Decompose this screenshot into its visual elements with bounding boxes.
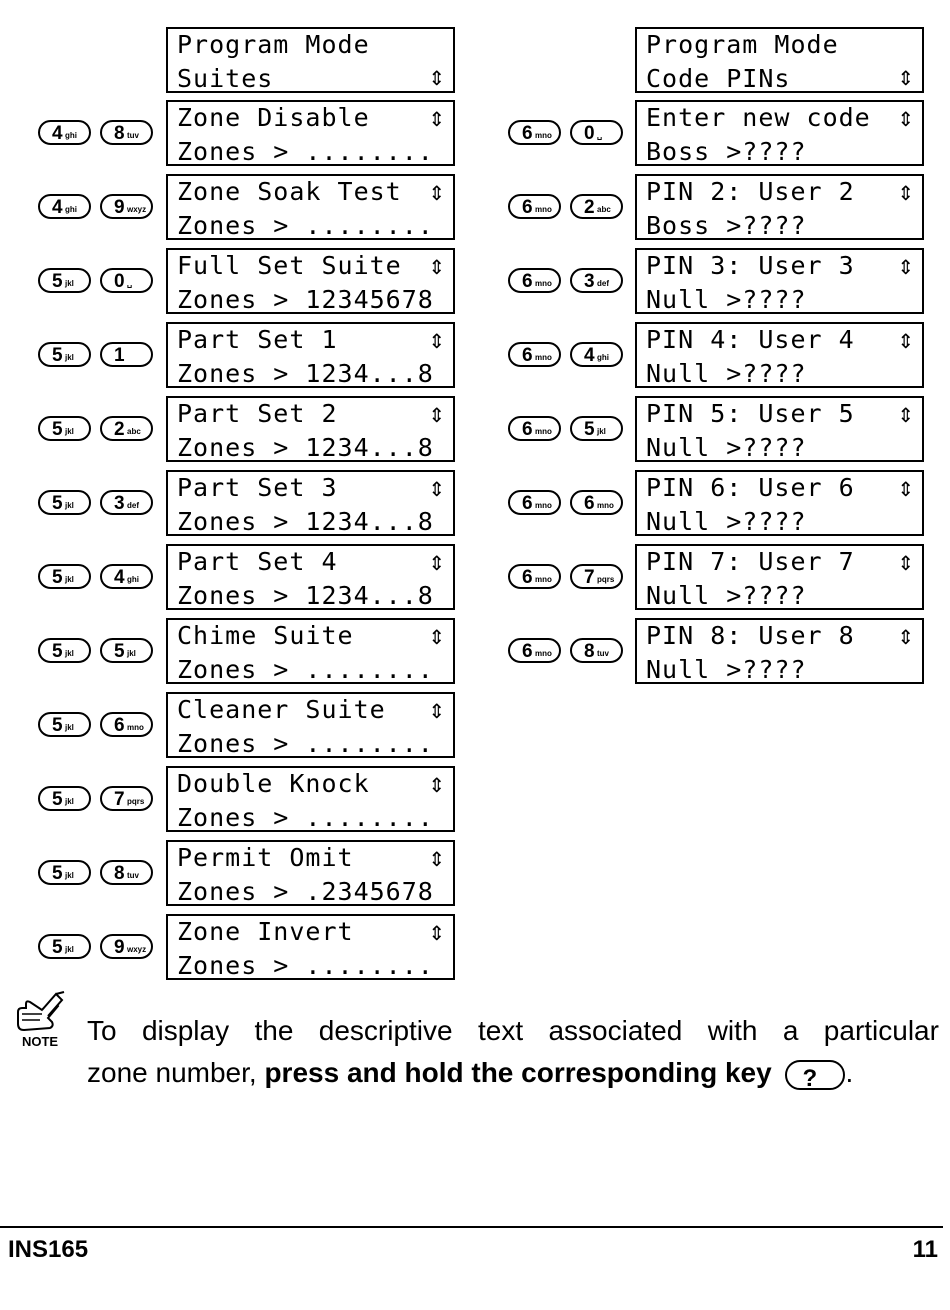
key-letters: jkl [65,945,74,954]
suites-display-7 [166,544,455,610]
keypad-key-7-icon [100,786,153,811]
key-digit: 5 [584,419,595,440]
key-letters: mno [535,279,552,288]
keypad-key-4-icon [570,342,623,367]
key-digit: 1 [114,345,125,366]
lcd-line-2: Null >???? [646,359,807,388]
lcd-line-2: Zones > ........ [177,729,434,758]
note-icon [12,990,68,1050]
key-letters: def [127,501,139,510]
key-digit: 6 [522,197,533,218]
note-label: NOTE [21,1034,59,1049]
key-letters: pqrs [597,575,615,584]
key-letters: jkl [65,353,74,362]
help-key-symbol: ? [802,1064,818,1092]
key-letters: jkl [65,427,74,436]
scroll-arrows-icon: ⇕ [428,255,445,279]
keypad-key-5-icon [100,638,153,663]
suites-display-8 [166,618,455,684]
lcd-line-2: Zones > 1234...8 [177,507,434,536]
key-digit: 8 [584,641,595,662]
code-pins-display-4 [635,322,924,388]
key-digit: 4 [52,197,63,218]
key-letters: jkl [65,279,74,288]
suites-display-3 [166,248,455,314]
scroll-arrows-icon: ⇕ [897,255,914,279]
keypad-key-6-icon [570,490,623,515]
key-digit: 4 [584,345,595,366]
key-digit: 8 [114,863,125,884]
lcd-line-1: PIN 5: User 5 [646,399,855,428]
scroll-arrows-icon: ⇕ [897,181,914,205]
scroll-arrows-icon: ⇕ [428,921,445,945]
key-letters: jkl [65,797,74,806]
key-letters: jkl [65,871,74,880]
lcd-line-2: Code PINs [646,64,791,93]
lcd-line-1: Permit Omit [177,843,354,872]
lcd-line-2: Zones > ........ [177,137,434,166]
key-digit: 4 [114,567,125,588]
keypad-key-6-icon [508,490,561,515]
key-digit: 2 [114,419,125,440]
note-text [87,1010,939,1094]
lcd-line-1: Part Set 4 [177,547,338,576]
scroll-arrows-icon: ⇕ [897,403,914,427]
keypad-key-9-icon [100,194,153,219]
key-letters: wxyz [127,945,147,954]
key-digit: 4 [52,123,63,144]
keypad-key-0-icon [570,120,623,145]
key-digit: 5 [114,641,125,662]
keypad-key-5-icon [38,638,91,663]
lcd-line-1: Part Set 1 [177,325,338,354]
scroll-arrows-icon: ⇕ [428,403,445,427]
keypad-key-6-icon [508,342,561,367]
help-key-icon [785,1060,845,1090]
key-digit: 6 [114,715,125,736]
key-digit: 5 [52,641,63,662]
lcd-line-1: PIN 2: User 2 [646,177,855,206]
scroll-arrows-icon: ⇕ [428,477,445,501]
keypad-key-6-icon [508,416,561,441]
keypad-key-3-icon [570,268,623,293]
key-digit: 0 [584,123,595,144]
lcd-line-2: Null >???? [646,655,807,684]
lcd-line-1: Enter new code [646,103,871,132]
lcd-line-1: Cleaner Suite [177,695,386,724]
keypad-key-5-icon [38,490,91,515]
key-letters: mno [535,501,552,510]
key-letters: pqrs [127,797,145,806]
note-word: associated [548,1015,683,1046]
code-pins-display-1 [635,100,924,166]
lcd-line-2: Null >???? [646,433,807,462]
code-pins-display-8 [635,618,924,684]
scroll-arrows-icon: ⇕ [428,181,445,205]
key-digit: 5 [52,271,63,292]
code-pins-display-5 [635,396,924,462]
key-letters: mno [535,649,552,658]
note-word: with [707,1015,758,1046]
note-word: descriptive [318,1015,453,1046]
lcd-line-1: Full Set Suite [177,251,402,280]
lcd-line-1: Program Mode [646,30,839,59]
lcd-line-1: PIN 8: User 8 [646,621,855,650]
key-digit: 6 [522,567,533,588]
document-id: INS165 [8,1236,89,1263]
lcd-line-1: PIN 6: User 6 [646,473,855,502]
lcd-line-2: Zones > .2345678 [177,877,434,906]
keypad-key-8-icon [570,638,623,663]
scroll-arrows-icon: ⇕ [897,477,914,501]
keypad-key-8-icon [100,860,153,885]
keypad-key-5-icon [38,786,91,811]
keypad-key-6-icon [508,268,561,293]
keypad-key-6-icon [508,564,561,589]
note-line-2-plain: zone number, [87,1057,265,1088]
key-letters: def [597,279,609,288]
key-digit: 7 [114,789,125,810]
keypad-key-5-icon [38,934,91,959]
key-letters: ghi [65,205,77,214]
key-digit: 5 [52,715,63,736]
scroll-arrows-icon: ⇕ [428,625,445,649]
key-letters: mno [535,575,552,584]
lcd-line-2: Zones > 12345678 [177,285,434,314]
note-word: the [254,1015,294,1046]
key-letters: jkl [65,575,74,584]
note-line-2-bold: press and hold the corresponding key [264,1057,772,1088]
key-letters: ghi [127,575,139,584]
keypad-key-5-icon [38,342,91,367]
lcd-line-1: Part Set 2 [177,399,338,428]
note-word: particular [823,1015,939,1046]
key-digit: 7 [584,567,595,588]
keypad-key-5-icon [570,416,623,441]
lcd-line-1: Chime Suite [177,621,354,650]
scroll-arrows-icon: ⇕ [428,107,445,131]
lcd-line-2: Zones > ........ [177,951,434,980]
key-digit: 6 [522,419,533,440]
lcd-line-2: Suites [177,64,274,93]
keypad-key-9-icon [100,934,153,959]
key-letters: ghi [65,131,77,140]
scroll-arrows-icon: ⇕ [428,551,445,575]
key-letters: jkl [597,427,606,436]
key-digit: 6 [522,493,533,514]
key-digit: 6 [522,123,533,144]
key-letters: abc [597,205,611,214]
key-letters: mno [597,501,614,510]
scroll-arrows-icon: ⇕ [897,107,914,131]
keypad-key-5-icon [38,268,91,293]
note-word: a [782,1015,799,1046]
scroll-arrows-icon: ⇕ [428,773,445,797]
key-letters: mno [535,131,552,140]
lcd-line-1: Zone Soak Test [177,177,402,206]
key-letters: wxyz [127,205,147,214]
keypad-key-7-icon [570,564,623,589]
key-digit: 5 [52,493,63,514]
keypad-key-5-icon [38,860,91,885]
suites-display-1 [166,100,455,166]
keypad-key-6-icon [100,712,153,737]
key-digit: 6 [522,271,533,292]
key-letters: mno [535,427,552,436]
key-letters: ␣ [127,279,133,288]
suites-header-display [166,27,455,93]
lcd-line-2: Zones > ........ [177,211,434,240]
key-digit: 3 [584,271,595,292]
key-letters: mno [535,205,552,214]
key-digit: 5 [52,567,63,588]
lcd-line-2: Zones > 1234...8 [177,359,434,388]
key-letters: jkl [65,649,74,658]
suites-display-11 [166,840,455,906]
lcd-line-1: PIN 4: User 4 [646,325,855,354]
keypad-key-5-icon [38,564,91,589]
scroll-arrows-icon: ⇕ [897,625,914,649]
keypad-key-4-icon [100,564,153,589]
key-digit: 9 [114,937,125,958]
footer-rule [0,1226,943,1228]
keypad-key-6-icon [508,120,561,145]
lcd-line-2: Null >???? [646,581,807,610]
suites-display-6 [166,470,455,536]
scroll-arrows-icon: ⇕ [428,699,445,723]
key-digit: 6 [522,641,533,662]
lcd-line-2: Boss >???? [646,211,807,240]
suites-display-12 [166,914,455,980]
key-digit: 6 [522,345,533,366]
lcd-line-1: Zone Disable [177,103,370,132]
key-digit: 5 [52,419,63,440]
key-digit: 5 [52,937,63,958]
note-line-2-end: . [845,1057,854,1088]
lcd-line-2: Null >???? [646,507,807,536]
key-letters: jkl [65,501,74,510]
suites-display-5 [166,396,455,462]
keypad-key-6-icon [508,638,561,663]
lcd-line-2: Zones > ........ [177,655,434,684]
keypad-key-4-icon [38,194,91,219]
code-pins-display-6 [635,470,924,536]
lcd-line-1: PIN 3: User 3 [646,251,855,280]
page-number: 11 [912,1236,938,1263]
key-letters: ␣ [597,131,603,140]
suites-display-4 [166,322,455,388]
keypad-key-3-icon [100,490,153,515]
lcd-line-2: Zones > 1234...8 [177,581,434,610]
key-letters: tuv [597,649,609,658]
keypad-key-2-icon [100,416,153,441]
key-letters: mno [127,723,144,732]
keypad-key-5-icon [38,712,91,737]
keypad-key-4-icon [38,120,91,145]
lcd-line-1: Part Set 3 [177,473,338,502]
key-digit: 2 [584,197,595,218]
keypad-key-2-icon [570,194,623,219]
keypad-key-1-icon [100,342,153,367]
code-pins-header-display [635,27,924,93]
scroll-arrows-icon: ⇕ [897,66,914,90]
suites-display-9 [166,692,455,758]
key-letters: ghi [597,353,609,362]
note-word: display [141,1015,230,1046]
lcd-line-1: Program Mode [177,30,370,59]
key-letters: jkl [127,649,136,658]
keypad-key-5-icon [38,416,91,441]
lcd-line-1: PIN 7: User 7 [646,547,855,576]
lcd-line-2: Null >???? [646,285,807,314]
lcd-line-1: Double Knock [177,769,370,798]
suites-display-10 [166,766,455,832]
keypad-key-8-icon [100,120,153,145]
scroll-arrows-icon: ⇕ [428,66,445,90]
key-letters: tuv [127,131,139,140]
scroll-arrows-icon: ⇕ [897,551,914,575]
key-digit: 3 [114,493,125,514]
key-digit: 5 [52,789,63,810]
lcd-line-2: Zones > 1234...8 [177,433,434,462]
key-digit: 8 [114,123,125,144]
keypad-key-0-icon [100,268,153,293]
code-pins-display-2 [635,174,924,240]
scroll-arrows-icon: ⇕ [897,329,914,353]
code-pins-display-7 [635,544,924,610]
code-pins-display-3 [635,248,924,314]
key-letters: mno [535,353,552,362]
key-letters: jkl [65,723,74,732]
scroll-arrows-icon: ⇕ [428,847,445,871]
key-digit: 6 [584,493,595,514]
key-digit: 0 [114,271,125,292]
note-line-1 [87,1010,939,1052]
scroll-arrows-icon: ⇕ [428,329,445,353]
key-digit: 5 [52,863,63,884]
key-digit: 9 [114,197,125,218]
key-digit: 5 [52,345,63,366]
note-word: text [477,1015,524,1046]
lcd-line-2: Boss >???? [646,137,807,166]
suites-display-2 [166,174,455,240]
note-word: To [87,1015,117,1046]
note-line-2 [87,1052,939,1094]
key-letters: abc [127,427,141,436]
lcd-line-2: Zones > ........ [177,803,434,832]
lcd-line-1: Zone Invert [177,917,354,946]
keypad-key-6-icon [508,194,561,219]
key-letters: tuv [127,871,139,880]
